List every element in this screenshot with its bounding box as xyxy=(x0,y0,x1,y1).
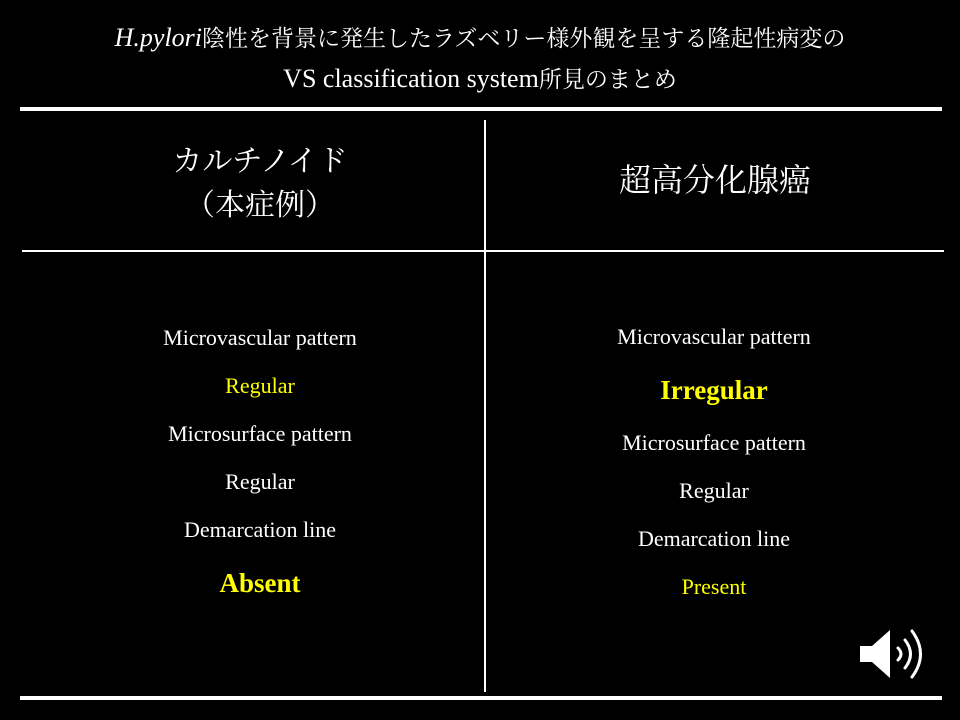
left-dl-value: Absent xyxy=(219,568,301,598)
right-mv-value: Irregular xyxy=(660,375,768,405)
title-italic-prefix: H.pylori xyxy=(114,23,203,52)
right-mv-label: Microvascular pattern xyxy=(617,324,811,349)
left-ms-value: Regular xyxy=(225,469,295,494)
top-rule xyxy=(20,107,942,111)
right-ms-label: Microsurface pattern xyxy=(622,430,806,455)
left-mv-value: Regular xyxy=(225,373,295,398)
header-right xyxy=(490,158,940,202)
title-line2-latin: VS classification system xyxy=(283,64,539,93)
right-ms-value: Regular xyxy=(679,478,749,503)
header-divider xyxy=(22,250,944,252)
right-dl-label: Demarcation line xyxy=(637,526,791,551)
header-left-line2: （本症例） xyxy=(185,188,335,223)
right-dl-value: Present xyxy=(681,574,747,599)
header-left-line1: カルチノイド xyxy=(172,144,348,179)
title-line-1 xyxy=(0,18,960,59)
left-dl-label: Demarcation line xyxy=(183,517,337,542)
title-line2-jp: 所見のまとめ xyxy=(538,67,677,93)
left-ms-label: Microsurface pattern xyxy=(168,421,352,446)
slide-title xyxy=(0,18,960,100)
speaker-icon-graphic xyxy=(856,624,932,684)
title-line1-rest: 陰性を背景に発生したラズベリー様外観を呈する隆起性病変の xyxy=(202,26,846,52)
speaker-icon[interactable] xyxy=(856,624,932,684)
header-left xyxy=(40,140,480,228)
column-divider xyxy=(484,120,486,692)
left-mv-label: Microvascular pattern xyxy=(163,325,357,350)
bottom-rule xyxy=(20,696,942,700)
header-right-text: 超高分化腺癌 xyxy=(618,161,811,199)
title-line-2 xyxy=(0,59,960,100)
